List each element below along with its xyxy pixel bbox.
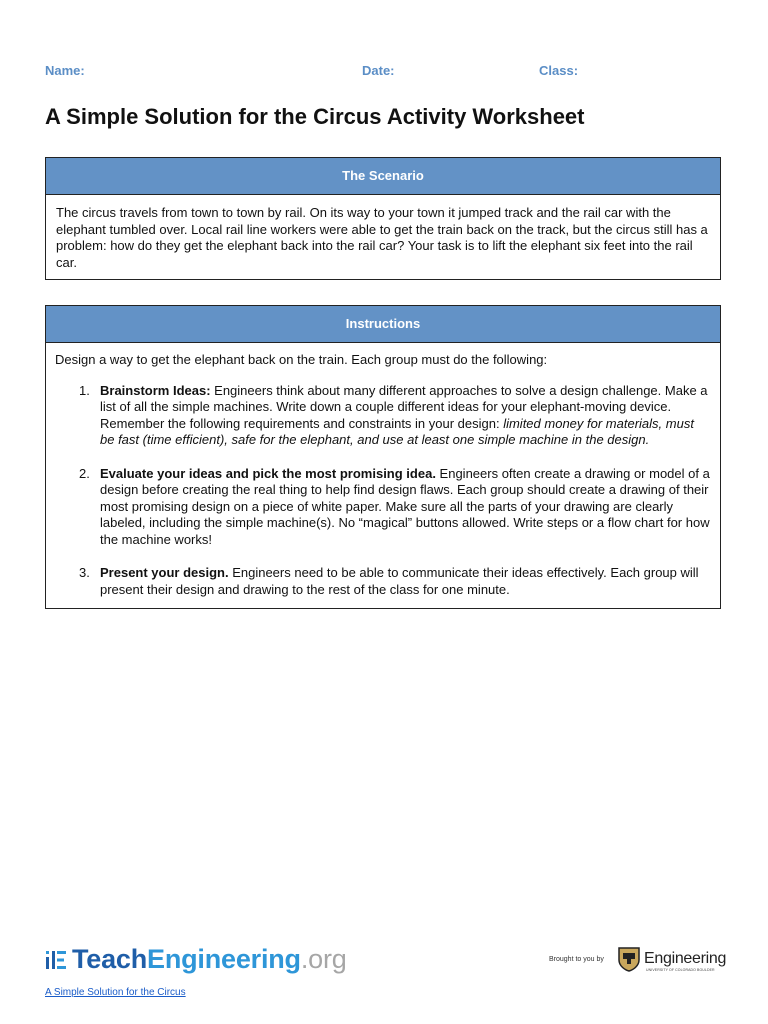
scenario-heading: The Scenario (46, 158, 720, 195)
instructions-heading: Instructions (46, 306, 720, 343)
scenario-text: The circus travels from town to town by rail. On its way to your town it jumped track and the rail car with the elephant tumbled over. Local rail line workers were able to get the train back on the track, but the circus still has a problem: how do they get the elephant back into the rail car? Your task is to lift the elephant six feet into the rail car. (56, 205, 708, 270)
sponsor-subtitle: UNIVERSITY OF COLORADO BOULDER (646, 968, 715, 972)
step-emphasis: limited money for materials, must be fast (time efficient), safe for the elephant, and use at least one simple machine in the design. (100, 415, 694, 447)
teachengineering-logo (45, 944, 347, 975)
step-term: Brainstorm Ideas: (100, 382, 211, 398)
instruction-steps (55, 383, 710, 599)
step-number: 3. (79, 565, 90, 580)
teachengineering-logo-icon (45, 949, 67, 971)
sponsor-name: Engineering (644, 950, 727, 967)
step-text: Engineers need to be able to communicate their ideas effectively. Each group will present their design and drawing to the rest of the class for one minute. (100, 565, 699, 597)
step-number: 2. (79, 465, 90, 481)
class-label: Class: (539, 63, 579, 78)
instructions-box (45, 305, 721, 609)
step-term: Evaluate your ideas and pick the most promising idea. (100, 465, 436, 481)
cu-seal-icon (617, 946, 641, 972)
step-brainstorm (55, 383, 710, 449)
logo-text-org: .org (300, 944, 347, 974)
step-term: Present your design. (100, 565, 229, 580)
footer-link[interactable]: A Simple Solution for the Circus (45, 987, 186, 998)
step-number: 1. (79, 382, 90, 398)
step-text: Engineers often create a drawing or model of a design before creating the real thing to help find design flaws. Each group should create a drawing of their most promising design on a piece of white paper. Make sure all the parts of your drawing are clearly labeled, including the simple machine(s). No “magical” buttons allowed. Write steps or a flow chart for how the machine works! (100, 465, 710, 547)
logo-text-engineering: Engineering (147, 944, 301, 974)
logo-text-teach: Teach (72, 944, 148, 974)
instructions-intro: Design a way to get the elephant back on the train. Each group must do the following: (55, 352, 548, 367)
step-present (55, 565, 710, 598)
instructions-body (46, 343, 720, 608)
page-title: A Simple Solution for the Circus Activity Worksheet (45, 104, 585, 129)
scenario-box (45, 157, 721, 280)
step-text: Engineers think about many different approaches to solve a design challenge. Make a list of all the simple machines. Write down a couple different ideas for your elephant-moving device. Remember the following requirements and constraints in your design: (100, 382, 708, 431)
step-evaluate (55, 466, 710, 549)
name-label: Name: (45, 63, 85, 78)
date-label: Date: (362, 63, 395, 78)
brought-by-label: Brought to you by (549, 956, 604, 963)
